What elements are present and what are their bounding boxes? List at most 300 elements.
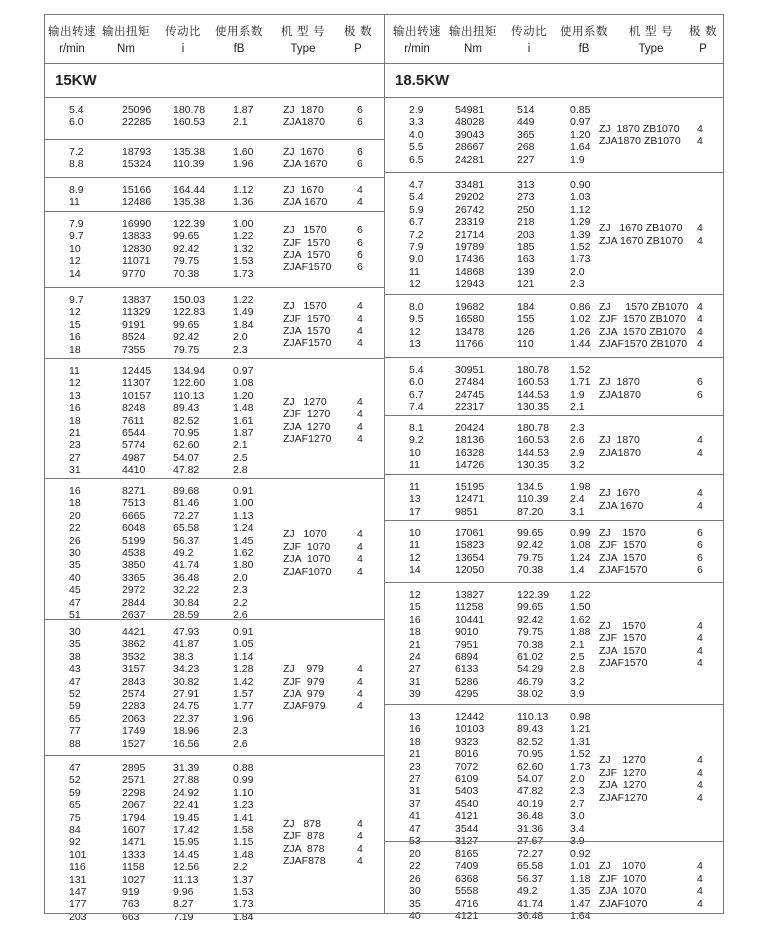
cell-torque: 12471 [455, 493, 485, 506]
header-label-en: P [354, 43, 362, 55]
cell-torque: 4421 [122, 626, 146, 638]
table-row [45, 676, 384, 688]
model-type: ZJ 1570 ZB1070 [599, 301, 689, 313]
cell-ratio: 72.27 [173, 509, 200, 522]
cell-ratio: 27.88 [173, 774, 200, 787]
pole-count: 4 [357, 528, 363, 541]
model-type: ZJAF1570 ZB1070 [599, 338, 688, 351]
header-cell [45, 15, 99, 56]
cell-service-factor: 1.61 [233, 414, 254, 427]
cell-torque: 24745 [455, 388, 485, 401]
model-type: ZJA 1070 [599, 885, 647, 898]
header-label-en: fB [233, 43, 245, 55]
table-row [385, 614, 723, 626]
cell-torque: 27484 [455, 376, 485, 389]
pole-count: 4 [357, 830, 363, 843]
table-row [385, 364, 723, 376]
cell-service-factor: 1.64 [570, 910, 591, 922]
cell-speed: 24 [409, 651, 421, 663]
table-row [45, 572, 384, 584]
cell-speed: 51 [69, 609, 81, 621]
cell-speed: 12 [69, 377, 81, 390]
cell-speed: 16 [409, 723, 421, 736]
cell-service-factor: 3.9 [570, 835, 585, 847]
pole-count: 4 [697, 434, 703, 447]
cell-torque: 6894 [455, 651, 479, 663]
model-type: ZJAF1070 [599, 897, 648, 910]
pole-count: 4 [357, 396, 363, 408]
cell-ratio: 49.2 [517, 885, 538, 898]
cell-ratio: 28.59 [173, 609, 200, 621]
cell-service-factor: 1.00 [233, 218, 254, 230]
cell-torque: 1471 [122, 836, 146, 849]
table-row [385, 527, 723, 539]
cell-service-factor: 1.88 [570, 626, 591, 639]
cell-speed: 13 [409, 711, 421, 723]
table-row [45, 104, 384, 116]
table-row [45, 497, 384, 509]
cell-speed: 16 [69, 402, 81, 415]
cell-torque: 12943 [455, 278, 485, 291]
model-type: ZJ 1670 [283, 184, 324, 196]
table-row [45, 762, 384, 774]
cell-service-factor: 0.97 [570, 116, 591, 129]
model-type: ZJAF1570 [599, 657, 648, 670]
cell-speed: 6.5 [409, 153, 424, 166]
header-label-en: Type [638, 43, 664, 55]
cell-ratio: 38.02 [517, 688, 544, 701]
motor-group [45, 478, 384, 619]
cell-speed: 43 [69, 663, 81, 676]
cell-torque: 8016 [455, 748, 479, 761]
cell-ratio: 72.27 [517, 848, 544, 860]
model-type: ZJAF1270 [283, 433, 332, 446]
cell-torque: 17061 [455, 527, 485, 539]
cell-ratio: 89.68 [173, 485, 200, 497]
table-row [385, 422, 723, 434]
cell-ratio: 160.53 [173, 116, 206, 129]
table-row [45, 415, 384, 427]
cell-torque: 7513 [122, 497, 146, 510]
cell-torque: 16990 [122, 218, 152, 230]
cell-torque: 13654 [455, 551, 485, 564]
table-row [45, 898, 384, 910]
cell-speed: 21 [409, 748, 421, 761]
table-row [45, 294, 384, 306]
model-type: ZJF 1270 [283, 408, 331, 421]
table-row [45, 774, 384, 786]
cell-speed: 47 [69, 675, 81, 688]
cell-speed: 7.4 [409, 401, 424, 414]
model-type: ZJA 1670 [283, 158, 328, 171]
cell-service-factor: 2.1 [570, 401, 585, 414]
cell-speed: 3.3 [409, 116, 424, 129]
cell-torque: 21714 [455, 228, 485, 241]
cell-speed: 22 [409, 860, 421, 873]
cell-speed: 65 [69, 799, 81, 812]
cell-service-factor: 2.2 [233, 596, 248, 609]
model-type: ZJ 1570 [283, 300, 327, 313]
model-type: ZJA 1270 [599, 779, 647, 792]
table-row [45, 787, 384, 799]
cell-speed: 18 [69, 414, 81, 427]
table-row [385, 552, 723, 564]
cell-speed: 12 [69, 306, 81, 319]
cell-ratio: 313 [517, 179, 535, 191]
cell-service-factor: 1.22 [233, 230, 254, 243]
cell-speed: 6.0 [69, 116, 84, 129]
cell-service-factor: 1.96 [233, 158, 254, 171]
header-label-en: r/min [59, 43, 85, 55]
model-type: ZJA 1570 [283, 325, 331, 337]
cell-torque: 2637 [122, 609, 146, 621]
cell-speed: 26 [409, 872, 421, 885]
cell-torque: 6133 [455, 663, 479, 676]
pole-count: 4 [357, 700, 363, 713]
cell-torque: 7355 [122, 343, 146, 356]
cell-service-factor: 2.4 [570, 493, 585, 506]
table-row [385, 459, 723, 471]
pole-count: 4 [697, 313, 703, 326]
cell-torque: 6048 [122, 522, 146, 535]
cell-ratio: 36.48 [517, 910, 544, 922]
cell-service-factor: 1.45 [233, 534, 254, 547]
cell-torque: 2844 [122, 596, 146, 609]
cell-service-factor: 3.0 [570, 810, 585, 823]
cell-speed: 101 [69, 848, 87, 861]
cell-speed: 47 [69, 596, 81, 609]
cell-torque: 4121 [455, 810, 479, 823]
cell-service-factor: 2.8 [570, 663, 585, 676]
cell-service-factor: 1.57 [233, 688, 254, 700]
table-row [45, 464, 384, 476]
pole-count: 4 [357, 855, 363, 867]
table-row [45, 319, 384, 331]
cell-speed: 40 [69, 571, 81, 584]
table-row [385, 564, 723, 576]
cell-service-factor: 1.71 [570, 376, 591, 389]
cell-ratio: 15.95 [173, 836, 200, 849]
cell-service-factor: 1.20 [570, 128, 591, 141]
cell-speed: 203 [69, 910, 87, 923]
cell-speed: 131 [69, 873, 87, 886]
table-18-5kw [384, 14, 724, 922]
cell-speed: 30 [69, 626, 81, 638]
cell-speed: 27 [409, 663, 421, 676]
header-label-zh: 输出转速 [48, 24, 96, 38]
pole-count: 4 [357, 196, 363, 209]
header-label-zh: 使用系数 [560, 24, 608, 38]
cell-service-factor: 1.47 [570, 897, 591, 910]
cell-speed: 17 [409, 505, 421, 518]
cell-service-factor: 3.4 [570, 822, 585, 835]
table-row [385, 601, 723, 613]
power-title: 18.5KW [395, 72, 450, 89]
cell-service-factor: 1.52 [570, 241, 591, 253]
cell-service-factor: 2.0 [233, 571, 248, 584]
cell-service-factor: 2.3 [233, 343, 248, 356]
cell-ratio: 65.58 [517, 860, 544, 873]
table-row [45, 427, 384, 439]
cell-ratio: 36.48 [173, 571, 200, 584]
cell-service-factor: 2.8 [233, 464, 248, 477]
cell-service-factor: 3.2 [570, 675, 585, 688]
table-row [45, 390, 384, 402]
cell-ratio: 41.87 [173, 638, 200, 651]
cell-speed: 9.7 [69, 230, 84, 243]
pole-count: 4 [357, 337, 363, 350]
cell-torque: 6368 [455, 872, 479, 885]
table-row [45, 535, 384, 547]
cell-torque: 5403 [455, 785, 479, 798]
cell-torque: 7951 [455, 638, 479, 651]
cell-speed: 4.7 [409, 179, 424, 191]
table-row [45, 116, 384, 128]
cell-torque: 15823 [455, 539, 485, 552]
cell-torque: 10441 [455, 613, 485, 626]
table-row [385, 154, 723, 166]
cell-speed: 23 [69, 439, 81, 452]
table-row [385, 179, 723, 191]
cell-service-factor: 0.88 [233, 762, 254, 774]
cell-speed: 31 [409, 785, 421, 798]
cell-torque: 12442 [455, 711, 485, 723]
table-row [45, 547, 384, 559]
cell-ratio: 47.82 [517, 785, 544, 798]
cell-ratio: 17.42 [173, 824, 200, 836]
pole-count: 4 [697, 446, 703, 459]
cell-ratio: 449 [517, 116, 535, 129]
cell-ratio: 110.39 [173, 158, 205, 171]
pole-count: 4 [697, 885, 703, 898]
cell-ratio: 250 [517, 203, 535, 216]
cell-torque: 9191 [122, 318, 146, 331]
cell-ratio: 99.65 [173, 318, 200, 331]
cell-torque: 9851 [455, 505, 479, 518]
cell-service-factor: 1.15 [233, 836, 254, 849]
pole-count: 4 [357, 325, 363, 337]
pole-count: 4 [697, 657, 703, 670]
table-row [385, 798, 723, 810]
model-type: ZJF 1070 [599, 872, 647, 885]
pole-count: 4 [697, 632, 703, 645]
table-row [385, 676, 723, 688]
cell-speed: 6.0 [409, 376, 424, 389]
cell-ratio: 134.94 [173, 365, 206, 377]
cell-ratio: 32.22 [173, 584, 200, 597]
cell-service-factor: 2.5 [570, 651, 585, 663]
cell-speed: 7.2 [409, 228, 424, 241]
cell-ratio: 7.19 [173, 910, 194, 923]
cell-torque: 10157 [122, 389, 152, 402]
table-row [45, 439, 384, 451]
cell-speed: 9.2 [409, 434, 424, 447]
cell-torque: 19789 [455, 241, 485, 253]
cell-speed: 116 [69, 861, 86, 874]
header-label-en: fB [578, 43, 590, 55]
cell-service-factor: 1.24 [570, 551, 591, 564]
cell-service-factor: 1.50 [570, 601, 591, 614]
pole-count: 4 [697, 122, 703, 135]
table-row [45, 331, 384, 343]
cell-speed: 53 [409, 835, 421, 847]
pole-count: 4 [697, 222, 703, 235]
cell-torque: 1794 [122, 811, 146, 824]
cell-speed: 5.5 [409, 141, 424, 154]
pole-count: 4 [697, 766, 703, 779]
table-row [385, 810, 723, 822]
table-row [385, 860, 723, 872]
cell-service-factor: 2.5 [233, 451, 248, 464]
header-cell [209, 15, 269, 56]
cell-speed: 30 [409, 885, 421, 898]
cell-torque: 3544 [455, 822, 479, 835]
model-type: ZJAF979 [283, 700, 326, 713]
cell-service-factor: 2.3 [570, 422, 585, 434]
cell-ratio: 49.2 [173, 547, 194, 559]
pole-count: 4 [357, 184, 363, 196]
cell-torque: 8271 [122, 485, 146, 497]
cell-service-factor: 1.00 [233, 497, 254, 510]
pole-count: 6 [357, 249, 363, 261]
model-type: ZJA1870 ZB1070 [599, 135, 681, 147]
model-type: ZJ 1070 [283, 528, 327, 541]
table-row [385, 104, 723, 116]
cell-service-factor: 2.0 [570, 265, 585, 278]
cell-ratio: 144.53 [517, 388, 550, 401]
cell-torque: 28667 [455, 141, 485, 154]
cell-service-factor: 1.84 [233, 318, 254, 331]
cell-torque: 2843 [122, 675, 146, 688]
motor-group [385, 582, 723, 704]
pole-count: 4 [357, 420, 363, 433]
cell-ratio: 99.65 [517, 601, 544, 614]
cell-service-factor: 1.12 [233, 184, 254, 196]
header-label-en: P [699, 43, 707, 55]
table-row [45, 651, 384, 663]
table-row [45, 597, 384, 609]
header-label-zh: 机 型 号 [280, 24, 326, 38]
pole-count: 4 [697, 754, 703, 767]
pole-count: 4 [697, 620, 703, 632]
cell-torque: 14868 [455, 265, 485, 278]
cell-service-factor: 3.9 [570, 688, 585, 701]
cell-service-factor: 1.52 [570, 748, 591, 761]
model-type: ZJF 1570 ZB1070 [599, 313, 686, 326]
cell-service-factor: 1.42 [233, 675, 254, 688]
cell-speed: 11 [409, 459, 420, 472]
cell-service-factor: 1.96 [233, 712, 254, 725]
cell-service-factor: 2.3 [233, 725, 248, 738]
cell-torque: 2571 [122, 774, 146, 787]
cell-service-factor: 1.20 [233, 389, 254, 402]
pole-count: 4 [357, 408, 363, 421]
cell-service-factor: 1.37 [233, 873, 254, 886]
table-row [45, 849, 384, 861]
table-header [45, 14, 384, 64]
cell-speed: 13 [409, 493, 421, 506]
cell-ratio: 92.42 [517, 613, 544, 626]
header-label-en: Nm [464, 43, 482, 55]
motor-group [45, 97, 384, 139]
cell-ratio: 30.82 [173, 675, 200, 688]
table-row [385, 785, 723, 797]
cell-speed: 37 [409, 797, 421, 810]
cell-speed: 13 [409, 338, 421, 351]
cell-service-factor: 2.1 [570, 638, 585, 651]
cell-ratio: 89.43 [517, 723, 544, 736]
cell-service-factor: 2.6 [233, 737, 248, 750]
table-row [385, 481, 723, 493]
cell-torque: 11329 [122, 306, 151, 319]
cell-torque: 8524 [122, 331, 146, 344]
model-type: ZJF 1570 [283, 312, 331, 325]
table-row [385, 191, 723, 203]
model-type: ZJF 1570 [283, 236, 331, 249]
table-row [385, 748, 723, 760]
cell-ratio: 87.20 [517, 505, 544, 518]
cell-ratio: 62.60 [173, 439, 200, 452]
model-type: ZJAF1570 [599, 564, 648, 577]
cell-speed: 177 [69, 898, 87, 911]
cell-torque: 7611 [122, 414, 145, 427]
cell-torque: 29202 [455, 191, 485, 204]
cell-service-factor: 1.31 [570, 735, 591, 748]
cell-speed: 11 [409, 481, 420, 493]
cell-ratio: 19.45 [173, 811, 200, 824]
table-row [45, 268, 384, 280]
cell-speed: 75 [69, 811, 81, 824]
model-type: ZJ 1870 [283, 104, 324, 116]
cell-ratio: 122.39 [517, 589, 550, 601]
cell-torque: 919 [122, 886, 140, 898]
cell-speed: 65 [69, 712, 81, 725]
cell-ratio: 79.75 [173, 255, 200, 268]
cell-speed: 10 [69, 242, 81, 255]
cell-torque: 11766 [455, 338, 484, 351]
cell-speed: 52 [69, 688, 81, 700]
cell-ratio: 61.02 [517, 651, 544, 663]
header-label-en: i [181, 43, 185, 55]
cell-ratio: 99.65 [173, 230, 200, 243]
cell-ratio: 160.53 [517, 376, 550, 389]
header-cell [553, 15, 615, 56]
cell-ratio: 139 [517, 265, 535, 278]
cell-ratio: 155 [517, 313, 535, 326]
cell-service-factor: 1.01 [570, 860, 591, 873]
header-label-en: r/min [404, 43, 430, 55]
cell-ratio: 185 [517, 241, 535, 253]
cell-ratio: 47.93 [173, 626, 200, 638]
model-type: ZJ 1570 [599, 527, 646, 539]
table-row [45, 196, 384, 208]
cell-ratio: 82.52 [517, 735, 544, 748]
table-row [45, 559, 384, 571]
cell-ratio: 121 [517, 278, 535, 291]
cell-ratio: 27.91 [173, 688, 200, 700]
cell-speed: 5.4 [409, 364, 424, 376]
cell-service-factor: 1.10 [233, 786, 254, 799]
table-row [45, 365, 384, 377]
header-cell [681, 15, 725, 56]
cell-service-factor: 1.03 [570, 191, 591, 204]
model-type: ZJ 1570 [599, 620, 646, 632]
pole-count: 4 [357, 663, 363, 676]
power-title: 15KW [55, 72, 97, 89]
cell-ratio: 110.13 [517, 711, 549, 723]
cell-torque: 18136 [455, 434, 485, 447]
cell-speed: 27 [409, 773, 421, 785]
